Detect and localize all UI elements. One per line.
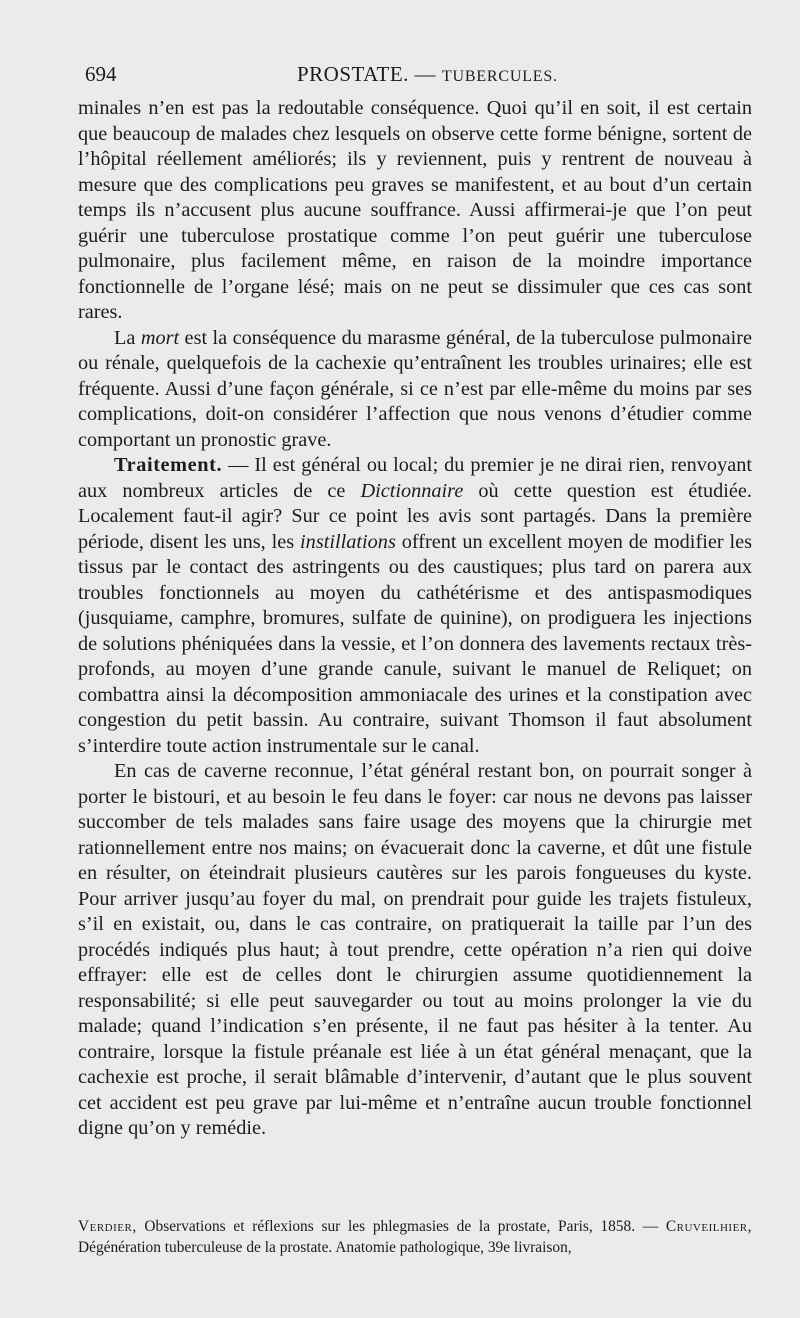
running-title-sub: TUBERCULES. xyxy=(441,68,558,85)
footnote-author-cruveilhier: Cruveilhier, xyxy=(665,1218,752,1235)
traitement-text-2: où cette question est étudiée. Localement faut-il agir? Sur ce point les avis sont partagés. Dans la première période, disent les uns, les xyxy=(78,479,752,553)
section-heading-traitement: Traitement. xyxy=(114,454,223,476)
running-header xyxy=(85,60,752,88)
page-number: 694 xyxy=(85,62,117,86)
traitement-text-3: offrent un excellent moyen de modifier les tissus par le contact des astringents ou des caustiques; plus tard on parera aux troubles fonctionnels au moyen du cathétérisme et des antispasmodiques (jusquiame, camphre, bromures, sulfate de quinine), on prodiguera les injections de solutions phéniquées dans la vessie, et l’on donnera des lavements rectaux très-profonds, au moyen d’une grande canule, suivant le manuel de Reliquet; on combattra ainsi la décomposition ammoniacale des urines et la constipation avec congestion du petit bassin. Au contraire, suivant Thomson il faut absolument s’interdire toute action instrumentale sur le canal. xyxy=(78,530,752,757)
traitement-text-1: — Il est général ou local; du premier je ne dirai rien, renvoyant aux nombreux articles de ce xyxy=(78,454,752,502)
running-title-separator: — xyxy=(408,62,442,86)
paragraph-caverne: En cas de caverne reconnue, l’état général restant bon, on pourrait songer à porter le bistouri, et au besoin le feu dans le foyer: car nous ne devons pas laisser succomber de tels malades sans faire usage des moyens que la chirurgie met rationnellement entre nos mains; on évacuerait donc la caverne, et dût une fistule en résulter, on éteindrait plusieurs cautères sur les parois fongueuses du kyste. Pour arriver jusqu’au foyer du mal, on prendrait pour guide les trajets fistuleux, s’il en existait, ou, dans le cas contraire, on pratiquerait la taille par l’un des procédés indiqués plus haut; à tout prendre, cette opération n’a rien qui doive effrayer: elle est de celles dont le chirurgien assume quotidiennement la responsabilité; si elle peut sauvegarder ou tout au moins prolonger la vie du malade; quand l’indication s’en présente, il ne faut pas hésiter à la tenter. Au contraire, lorsque la fistule préanale est liée à un état général menaçant, que la cachexie est proche, il serait blâmable d’intervenir, d’autant que le plus souvent cet accident est peu grave par lui-même et n’entraîne aucun trouble fonctionnel digne qu’on y remédie. xyxy=(78,760,752,1139)
paragraph-continuation: minales n’en est pas la redoutable conséquence. Quoi qu’il en soit, il est certain que beaucoup de malades chez lesquels on observe cette forme bénigne, sortent de l’hôpital réellement améliorés; ils y reviennent, puis y rentrent de nouveau à mesure que des complications peu graves se manifestent, et au bout d’un certain temps ils n’accusent plus aucune souffrance. Aussi affirmerai-je que l’on peut guérir une tuberculose prostatique comme l’on peut guérir une tuberculose pulmonaire, plus facilement même, en raison de la moindre importance fonctionnelle de l’organe lésé; mais on ne peut se dissimuler que ces cas sont rares. xyxy=(78,97,752,323)
term-mort: mort xyxy=(140,326,180,349)
bibliography-footnote xyxy=(78,1216,752,1258)
footnote-text-2: Dégénération tuberculeuse de la prostate. Anatomie pathologique, 39e livraison, xyxy=(78,1239,572,1256)
term-dictionnaire: Dictionnaire xyxy=(360,479,464,502)
footnote-author-verdier: Verdier, xyxy=(78,1218,137,1235)
running-title-main: PROSTATE. xyxy=(297,62,409,86)
term-instillations: instillations xyxy=(300,530,396,553)
paragraph-mort-lead: La xyxy=(114,326,141,349)
paragraph-mort xyxy=(78,326,752,454)
footnote-text-1: Observations et réflexions sur les phlegmasies de la prostate, Paris, 1858. — xyxy=(136,1218,666,1235)
paragraph-traitement xyxy=(78,453,752,759)
main-text xyxy=(78,96,752,1142)
running-title xyxy=(297,60,558,91)
paragraph-mort-text: est la conséquence du marasme général, de la tuberculose pulmonaire ou rénale, quelquefois de la cachexie qu’entraînent les troubles urinaires; elle est fréquente. Aussi d’une façon générale, si ce n’est par elle-même du moins par ses complications, doit-on considérer l’affection que nous venons d’étudier comme comportant un pronostic grave. xyxy=(78,326,752,451)
